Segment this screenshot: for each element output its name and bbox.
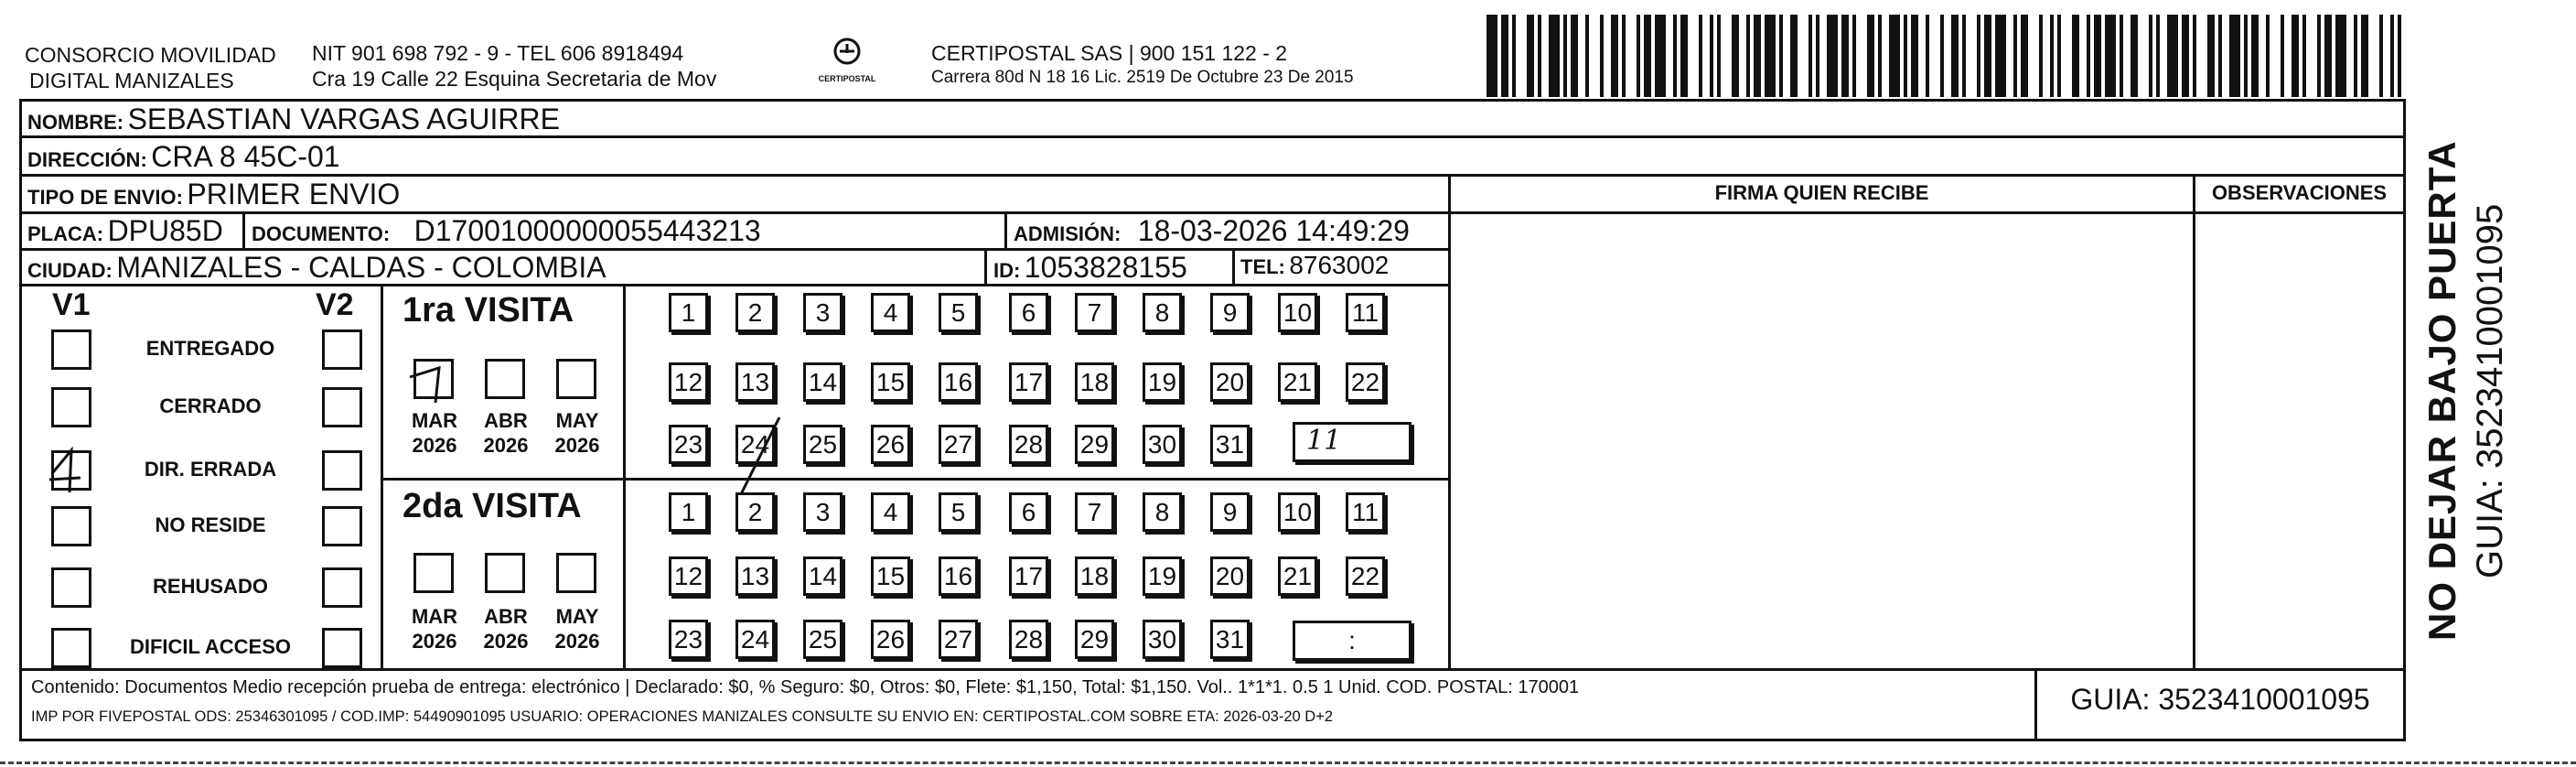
- barcode-bar: [1962, 15, 1966, 97]
- barcode-bar: [1889, 15, 1900, 97]
- day-box[interactable]: 24: [735, 425, 775, 464]
- day-box[interactable]: 3: [803, 293, 843, 332]
- barcode-bar: [1816, 15, 1819, 97]
- barcode-bar: [1717, 15, 1721, 97]
- tel-label: TEL:: [1240, 255, 1285, 278]
- barcode-bar: [2317, 15, 2321, 97]
- day-box[interactable]: 25: [803, 425, 843, 464]
- barcode-bar: [2039, 15, 2043, 97]
- cut-line: [0, 762, 2576, 764]
- day-box[interactable]: 14: [803, 556, 843, 596]
- day-box[interactable]: 7: [1075, 293, 1114, 332]
- barcode-bar: [2207, 15, 2215, 97]
- month-year: 2026: [483, 630, 529, 653]
- day-box[interactable]: 17: [1009, 362, 1048, 402]
- day-box[interactable]: 5: [939, 492, 978, 532]
- barcode-bar: [2361, 15, 2368, 97]
- v2-checkbox[interactable]: [322, 506, 362, 546]
- side-guia: GUIA: 3523410001095: [2470, 203, 2510, 578]
- day-box[interactable]: 12: [669, 556, 708, 596]
- admision-value: 18-03-2026 14:49:29: [1137, 214, 1410, 247]
- certipostal-logo: [810, 37, 884, 92]
- id-label: ID:: [993, 259, 1021, 282]
- barcode-bar: [2050, 15, 2054, 97]
- day-box[interactable]: 18: [1075, 556, 1114, 596]
- barcode-bar: [1622, 15, 1626, 97]
- barcode-bar: [1977, 15, 1980, 97]
- second-visit-title: 2da VISITA: [402, 487, 582, 525]
- day-box[interactable]: 7: [1075, 492, 1114, 532]
- placa-value: DPU85D: [107, 214, 223, 247]
- day-box[interactable]: 26: [871, 620, 910, 659]
- barcode-bar: [1600, 15, 1604, 97]
- v2-checkbox[interactable]: [322, 387, 362, 427]
- barcode-bar: [2193, 15, 2196, 97]
- barcode-bar: [1732, 15, 1739, 97]
- address-line: Cra 19 Calle 22 Esquina Secretaria de Mov: [312, 67, 717, 91]
- barcode-bar: [2266, 15, 2270, 97]
- id-cell: [993, 251, 1187, 285]
- day-box[interactable]: 19: [1143, 556, 1182, 596]
- barcode-bar: [1940, 15, 1944, 97]
- barcode-bar: [1852, 15, 1856, 97]
- barcode-bar: [1527, 15, 1534, 97]
- barcode-bar: [2149, 15, 2152, 97]
- barcode-bar: [1501, 15, 1508, 97]
- barcode-bar: [1585, 15, 1589, 97]
- day-box[interactable]: 22: [1346, 362, 1385, 402]
- barcode-bar: [2182, 15, 2189, 97]
- barcode-bar: [2244, 15, 2248, 97]
- v1-checkbox[interactable]: [51, 387, 91, 427]
- barcode-bar: [1926, 15, 1929, 97]
- day-box[interactable]: 1: [669, 492, 708, 532]
- barcode-bar: [1827, 15, 1838, 97]
- day-box[interactable]: 22: [1346, 556, 1385, 596]
- day-box[interactable]: 13: [735, 362, 775, 402]
- day-box[interactable]: 3: [803, 492, 843, 532]
- row-nombre: [27, 103, 560, 136]
- barcode-bar: [2156, 15, 2160, 97]
- barcode-bar: [2354, 15, 2357, 97]
- barcode-bar: [1841, 15, 1849, 97]
- barcode-bar: [1637, 15, 1640, 97]
- day-box[interactable]: 9: [1210, 293, 1250, 332]
- first-visit-time-box[interactable]: [1293, 422, 1411, 462]
- ciudad-value: MANIZALES - CALDAS - COLOMBIA: [116, 251, 606, 284]
- v2-checkbox[interactable]: [322, 450, 362, 491]
- barcode-bar: [1680, 15, 1688, 97]
- direccion-value: CRA 8 45C-01: [151, 140, 340, 173]
- barcode-bar: [1549, 15, 1560, 97]
- day-box[interactable]: 15: [871, 362, 910, 402]
- day-box[interactable]: 11: [1346, 293, 1385, 332]
- month-label: [404, 408, 465, 458]
- courier-info: [931, 40, 1354, 90]
- barcode-bar: [1699, 15, 1702, 97]
- v1-checkbox[interactable]: [51, 506, 91, 546]
- day-box[interactable]: 1: [669, 293, 708, 332]
- second-visit-time-box[interactable]: :: [1293, 621, 1411, 661]
- day-box[interactable]: 4: [871, 492, 910, 532]
- tipo-value: PRIMER ENVIO: [187, 178, 401, 211]
- documento-label: DOCUMENTO:: [252, 222, 391, 245]
- barcode-bar: [1984, 15, 1991, 97]
- day-box[interactable]: 20: [1210, 556, 1250, 596]
- reason-label: CERRADO: [159, 394, 262, 417]
- day-box[interactable]: 15: [871, 556, 910, 596]
- placa-cell: [27, 214, 223, 248]
- month-checkbox[interactable]: [413, 553, 454, 593]
- reason-label: DIFICIL ACCESO: [129, 635, 291, 658]
- day-box[interactable]: 16: [939, 362, 978, 402]
- barcode-bar: [1644, 15, 1651, 97]
- v2-checkbox[interactable]: [322, 628, 362, 668]
- barcode-bar: [2131, 15, 2138, 97]
- barcode-bar: [1790, 15, 1798, 97]
- barcode-bar: [2072, 15, 2079, 97]
- day-box[interactable]: 28: [1009, 425, 1048, 464]
- day-box[interactable]: 28: [1009, 620, 1048, 659]
- direccion-label: DIRECCIÓN:: [27, 148, 147, 171]
- month-checkbox[interactable]: [556, 359, 596, 399]
- barcode-bar: [1754, 15, 1761, 97]
- barcode-bar: [2218, 15, 2222, 97]
- barcode-bar: [2335, 15, 2346, 97]
- company-line2: DIGITAL MANIZALES: [29, 69, 234, 92]
- handwritten-check-v1: [44, 445, 90, 496]
- admision-label: ADMISIÓN:: [1014, 222, 1122, 245]
- handwritten-time: 11: [1306, 425, 1342, 457]
- handwritten-strike-24: [732, 414, 787, 496]
- footer-guia: GUIA: 3523410001095: [2070, 683, 2370, 716]
- month-checkbox[interactable]: [485, 553, 525, 593]
- barcode-bar: [2087, 15, 2090, 97]
- reason-label: DIR. ERRADA: [144, 458, 277, 481]
- day-box[interactable]: 25: [803, 620, 843, 659]
- month-name: MAY: [555, 409, 599, 432]
- nombre-value: SEBASTIAN VARGAS AGUIRRE: [127, 103, 560, 135]
- barcode-bar: [1563, 15, 1567, 97]
- day-box[interactable]: 16: [939, 556, 978, 596]
- v2-checkbox[interactable]: [322, 329, 362, 370]
- placa-label: PLACA:: [27, 222, 104, 245]
- day-box[interactable]: 21: [1278, 556, 1317, 596]
- documento-value: D17001000000055443213: [413, 214, 761, 247]
- day-box[interactable]: 26: [871, 425, 910, 464]
- barcode-bar: [1512, 15, 1516, 97]
- barcode-bar: [2167, 15, 2178, 97]
- observaciones-label: OBSERVACIONES: [2211, 181, 2388, 204]
- month-year: 2026: [412, 434, 457, 457]
- day-box[interactable]: 10: [1278, 293, 1317, 332]
- barcode-bar: [1779, 15, 1783, 97]
- v2-label: V2: [316, 287, 354, 322]
- day-box[interactable]: 21: [1278, 362, 1317, 402]
- logo-icon: [829, 37, 865, 70]
- day-box[interactable]: 24: [735, 620, 775, 659]
- nit-line: NIT 901 698 792 - 9 - TEL 606 8918494: [312, 41, 684, 65]
- company-contact: [312, 40, 716, 92]
- tel-cell: [1240, 251, 1389, 280]
- barcode-bar: [2281, 15, 2284, 97]
- barcode-bar: [2057, 15, 2061, 97]
- barcode-bar: [1571, 15, 1578, 97]
- month-label: [404, 604, 465, 654]
- month-name: MAY: [555, 605, 599, 628]
- barcode-bar: [2324, 15, 2332, 97]
- day-box[interactable]: 30: [1143, 425, 1182, 464]
- barcode-bar: [1710, 15, 1713, 97]
- barcode-bar: [1746, 15, 1750, 97]
- barcode-bar: [1611, 15, 1618, 97]
- v2-checkbox[interactable]: [322, 567, 362, 608]
- company-line1: CONSORCIO MOVILIDAD: [25, 43, 276, 67]
- reason-label: NO RESIDE: [155, 513, 266, 536]
- day-box[interactable]: 29: [1075, 620, 1114, 659]
- row-tipo: [27, 178, 400, 211]
- admision-cell: [1014, 214, 1410, 248]
- barcode-bar: [2390, 15, 2394, 97]
- firma-label: FIRMA QUIEN RECIBE: [1714, 181, 1929, 204]
- logo-text: CERTIPOSTAL: [818, 74, 876, 83]
- barcode-bar: [1911, 15, 1918, 97]
- day-box[interactable]: 19: [1143, 362, 1182, 402]
- month-checkbox[interactable]: [556, 553, 596, 593]
- tipo-label: TIPO DE ENVIO:: [27, 186, 183, 209]
- documento-cell: [252, 214, 761, 248]
- month-label: [547, 604, 607, 654]
- barcode-bar: [2251, 15, 2259, 97]
- barcode-bar: [2013, 15, 2017, 97]
- barcode-bar: [2292, 15, 2299, 97]
- day-box[interactable]: 12: [669, 362, 708, 402]
- barcode-bar: [1995, 15, 2006, 97]
- barcode: [1487, 15, 2403, 97]
- month-label: [547, 408, 607, 458]
- month-checkbox[interactable]: [485, 359, 525, 399]
- barcode-bar: [2021, 15, 2028, 97]
- day-box[interactable]: 27: [939, 425, 978, 464]
- barcode-bar: [1904, 15, 1907, 97]
- day-box[interactable]: 4: [871, 293, 910, 332]
- barcode-bar: [2379, 15, 2383, 97]
- barcode-bar: [2302, 15, 2306, 97]
- month-year: 2026: [554, 630, 600, 653]
- barcode-bar: [1809, 15, 1812, 97]
- row-direccion: [27, 140, 340, 174]
- barcode-bar: [1765, 15, 1776, 97]
- month-year: 2026: [483, 434, 529, 457]
- barcode-bar: [2398, 15, 2401, 97]
- barcode-bar: [1673, 15, 1677, 97]
- day-box[interactable]: 2: [735, 293, 775, 332]
- v1-checkbox[interactable]: [51, 628, 91, 668]
- day-box[interactable]: 27: [939, 620, 978, 659]
- day-box[interactable]: 20: [1210, 362, 1250, 402]
- barcode-bar: [1951, 15, 1959, 97]
- v1-label: V1: [52, 287, 91, 322]
- barcode-bar: [1878, 15, 1882, 97]
- day-box[interactable]: 9: [1210, 492, 1250, 532]
- month-label: [476, 604, 536, 654]
- day-box[interactable]: 6: [1009, 293, 1048, 332]
- reason-label: REHUSADO: [153, 575, 268, 598]
- ciudad-cell: [27, 251, 606, 285]
- day-box[interactable]: 31: [1210, 620, 1250, 659]
- day-box[interactable]: 2: [735, 492, 775, 532]
- month-year: 2026: [412, 630, 457, 653]
- month-name: MAR: [411, 605, 458, 628]
- day-box[interactable]: 8: [1143, 492, 1182, 532]
- v1-checkbox[interactable]: [51, 329, 91, 370]
- day-box[interactable]: 10: [1278, 492, 1317, 532]
- day-box[interactable]: 6: [1009, 492, 1048, 532]
- month-year: 2026: [554, 434, 600, 457]
- month-label: [476, 408, 536, 458]
- day-box[interactable]: 17: [1009, 556, 1048, 596]
- barcode-bar: [2094, 15, 2101, 97]
- nombre-label: NOMBRE:: [27, 111, 124, 134]
- id-value: 1053828155: [1024, 251, 1187, 284]
- day-box[interactable]: 14: [803, 362, 843, 402]
- day-box[interactable]: 5: [939, 293, 978, 332]
- courier-line2: Carrera 80d N 18 16 Lic. 2519 De Octubre 23 De 2015: [931, 68, 1354, 87]
- month-name: ABR: [484, 605, 528, 628]
- day-box[interactable]: 29: [1075, 425, 1114, 464]
- barcode-bar: [1538, 15, 1541, 97]
- day-box[interactable]: 30: [1143, 620, 1182, 659]
- month-name: MAR: [411, 409, 458, 432]
- day-box[interactable]: 13: [735, 556, 775, 596]
- ciudad-label: CIUDAD:: [27, 259, 113, 282]
- barcode-bar: [2229, 15, 2240, 97]
- day-box[interactable]: 11: [1346, 492, 1385, 532]
- tel-value: 8763002: [1289, 251, 1390, 279]
- day-box[interactable]: 31: [1210, 425, 1250, 464]
- reason-label: ENTREGADO: [145, 337, 275, 360]
- day-box[interactable]: 18: [1075, 362, 1114, 402]
- barcode-bar: [1655, 15, 1666, 97]
- courier-line1: CERTIPOSTAL SAS | 900 151 122 - 2: [931, 41, 1288, 65]
- company-name: [25, 42, 276, 93]
- day-box[interactable]: 23: [669, 425, 708, 464]
- barcode-bar: [2105, 15, 2116, 97]
- barcode-bar: [1487, 15, 1497, 97]
- footer-line2: IMP POR FIVEPOSTAL ODS: 25346301095 / COD.IMP: 54490901095 USUARIO: OPERACIONES MANIZALES CONSULTE SU ENVIO EN: CERTIPOSTAL.COM SOBRE ETA: 2026-03-20 D+2: [31, 708, 1334, 725]
- barcode-bar: [2120, 15, 2123, 97]
- side-warning: NO DEJAR BAJO PUERTA: [2420, 140, 2463, 641]
- day-box[interactable]: 8: [1143, 293, 1182, 332]
- first-visit-title: 1ra VISITA: [402, 291, 574, 329]
- footer-line1: Contenido: Documentos Medio recepción prueba de entrega: electrónico | Declarado: $0, % Seguro: $0, Otros: $0, Flete: $1,150, Total: $1,150. Vol.. 1*1*1. 0.5 1 Unid. COD. POSTAL: 170001: [31, 677, 1580, 697]
- day-box[interactable]: 23: [669, 620, 708, 659]
- barcode-bar: [1867, 15, 1874, 97]
- handwritten-check-mar: [404, 361, 450, 405]
- v1-checkbox[interactable]: [51, 567, 91, 608]
- month-name: ABR: [484, 409, 528, 432]
